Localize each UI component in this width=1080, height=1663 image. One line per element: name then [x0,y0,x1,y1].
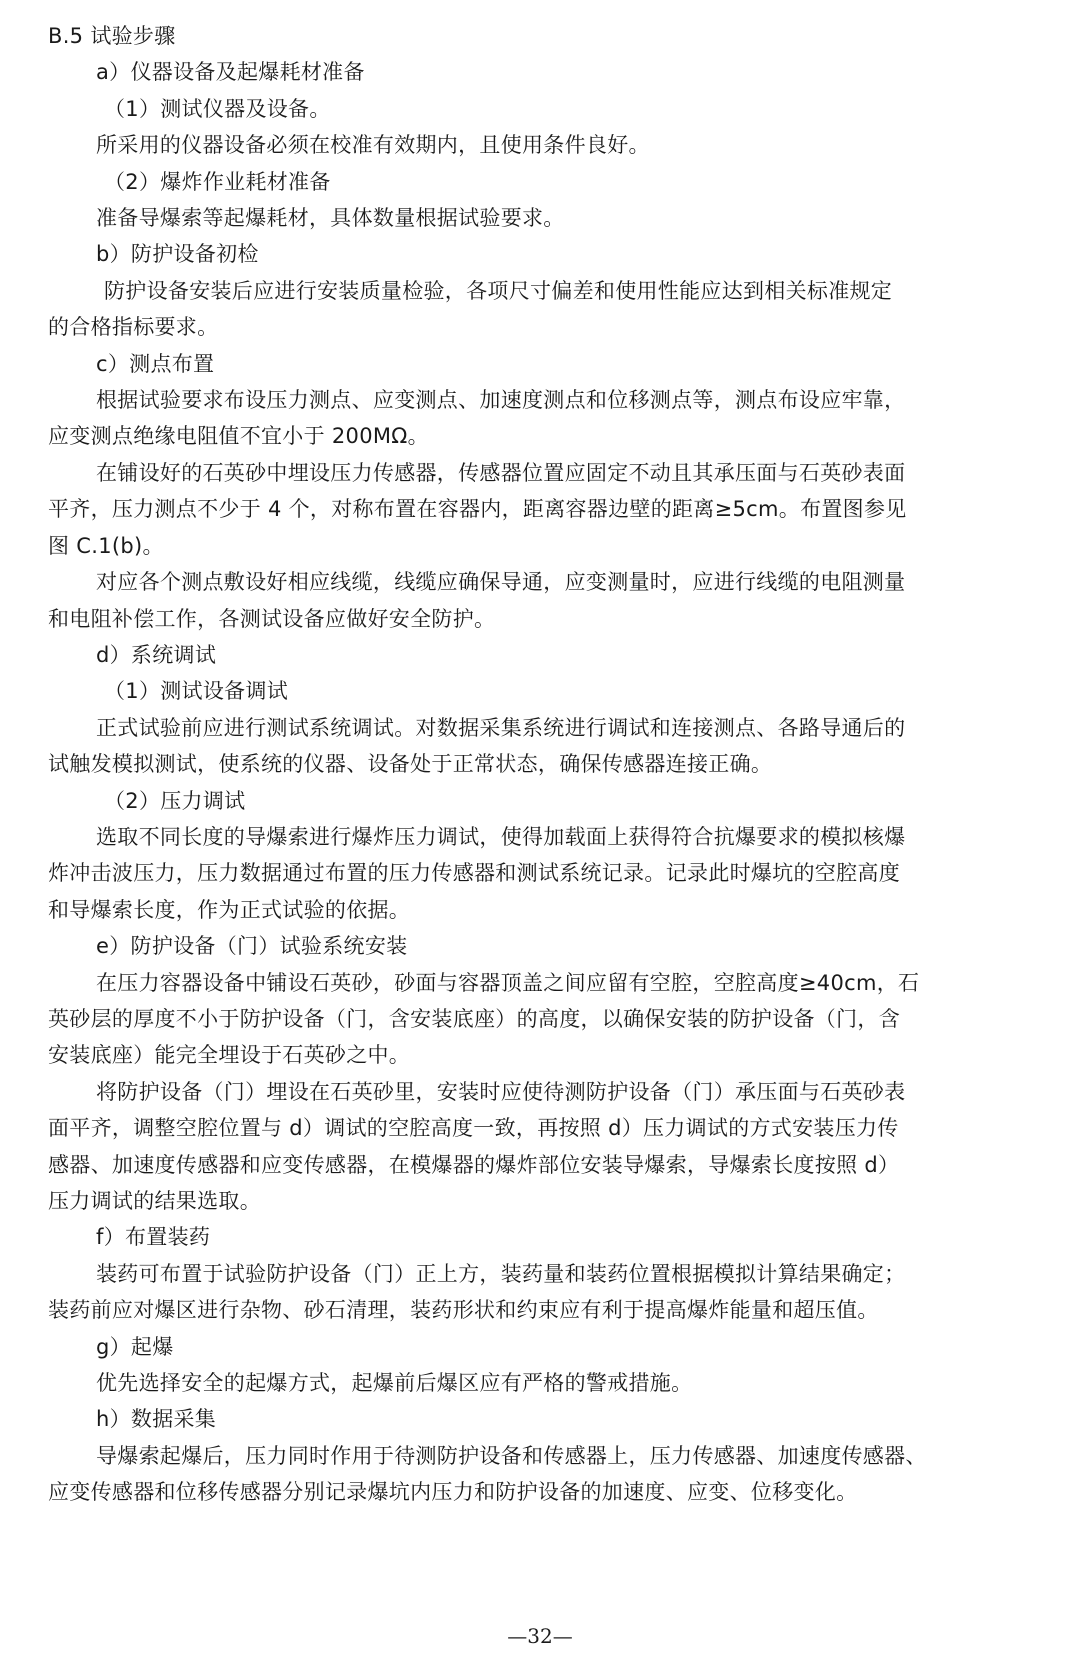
text-line: f）布置装药 [96,1225,211,1250]
text-line: 应变测点绝缘电阻值不宜小于 200MΩ。 [48,424,429,449]
text-line: e）防护设备（门）试验系统安装 [96,934,408,959]
text-line: 面平齐，调整空腔位置与 d）调试的空腔高度一致，再按照 d）压力调试的方式安装压力传 [48,1116,899,1141]
text-line: g）起爆 [96,1334,174,1359]
text-line: 对应各个测点敷设好相应线缆，线缆应确保导通，应变测量时，应进行线缆的电阻测量 [96,570,906,595]
text-line: 英砂层的厚度不小于防护设备（门，含安装底座）的高度，以确保安装的防护设备（门，含 [48,1006,900,1031]
text-line: 和导爆索长度，作为正式试验的依据。 [48,897,411,922]
text-line: （1）测试仪器及设备。 [104,96,331,121]
text-line: 优先选择安全的起爆方式，起爆前后爆区应有严格的警戒措施。 [96,1371,693,1396]
text-line: 炸冲击波压力，压力数据通过布置的压力传感器和测试系统记录。记录此时爆坑的空腔高度 [48,861,900,886]
text-line: h）数据采集 [96,1407,217,1432]
text-line: 装药可布置于试验防护设备（门）正上方，装药量和装药位置根据模拟计算结果确定； [96,1261,906,1286]
section-title: B.5 试验步骤 [48,24,176,48]
text-line: 在铺设好的石英砂中埋设压力传感器，传感器位置应固定不动且其承压面与石英砂表面 [96,460,906,485]
text-line: 所采用的仪器设备必须在校准有效期内，且使用条件良好。 [96,133,650,158]
text-line: 在压力容器设备中铺设石英砂，砂面与容器顶盖之间应留有空腔，空腔高度≥40cm，石 [96,970,920,995]
text-line: 安装底座）能完全埋设于石英砂之中。 [48,1043,411,1068]
text-line: 根据试验要求布设压力测点、应变测点、加速度测点和位移测点等，测点布设应牢靠， [96,388,906,413]
text-line: b）防护设备初检 [96,242,259,267]
text-line: （2）爆炸作业耗材准备 [104,169,331,194]
text-line: 应变传感器和位移传感器分别记录爆坑内压力和防护设备的加速度、应变、位移变化。 [48,1480,858,1505]
page-number: —32— [507,1624,573,1648]
text-line: 平齐，压力测点不少于 4 个，对称布置在容器内，距离容器边壁的距离≥5cm。布置图参见 [48,497,907,522]
text-line: 防护设备安装后应进行安装质量检验，各项尺寸偏差和使用性能应达到相关标准规定 [104,278,893,303]
text-line: 正式试验前应进行测试系统调试。对数据采集系统进行调试和连接测点、各路导通后的 [96,715,906,740]
text-line: 感器、加速度传感器和应变传感器，在模爆器的爆炸部位安装导爆索，导爆索长度按照 d） [48,1152,900,1177]
text-line: c）测点布置 [96,351,215,376]
text-line: （2）压力调试 [104,788,246,813]
text-line: 选取不同长度的导爆索进行爆炸压力调试，使得加载面上获得符合抗爆要求的模拟核爆 [96,824,906,849]
text-line: 图 C.1(b)。 [48,533,164,558]
text-line: a）仪器设备及起爆耗材准备 [96,60,365,85]
text-line: 导爆索起爆后，压力同时作用于待测防护设备和传感器上，压力传感器、加速度传感器、 [96,1443,927,1468]
text-line: 的合格指标要求。 [48,315,219,340]
text-line: 准备导爆索等起爆耗材，具体数量根据试验要求。 [96,206,565,231]
text-line: 试触发模拟测试，使系统的仪器、设备处于正常状态，确保传感器连接正确。 [48,752,773,777]
text-line: 将防护设备（门）埋设在石英砂里，安装时应使待测防护设备（门）承压面与石英砂表 [96,1079,906,1104]
text-line: d）系统调试 [96,642,217,667]
text-line: 压力调试的结果选取。 [48,1189,261,1213]
paragraph-lines [48,54,1032,1510]
text-line: 和电阻补偿工作，各测试设备应做好安全防护。 [48,606,496,631]
text-line: （1）测试设备调试 [104,679,289,704]
document-body [48,18,1032,1511]
text-line: 装药前应对爆区进行杂物、砂石清理，装药形状和约束应有利于提高爆炸能量和超压值。 [48,1298,879,1323]
